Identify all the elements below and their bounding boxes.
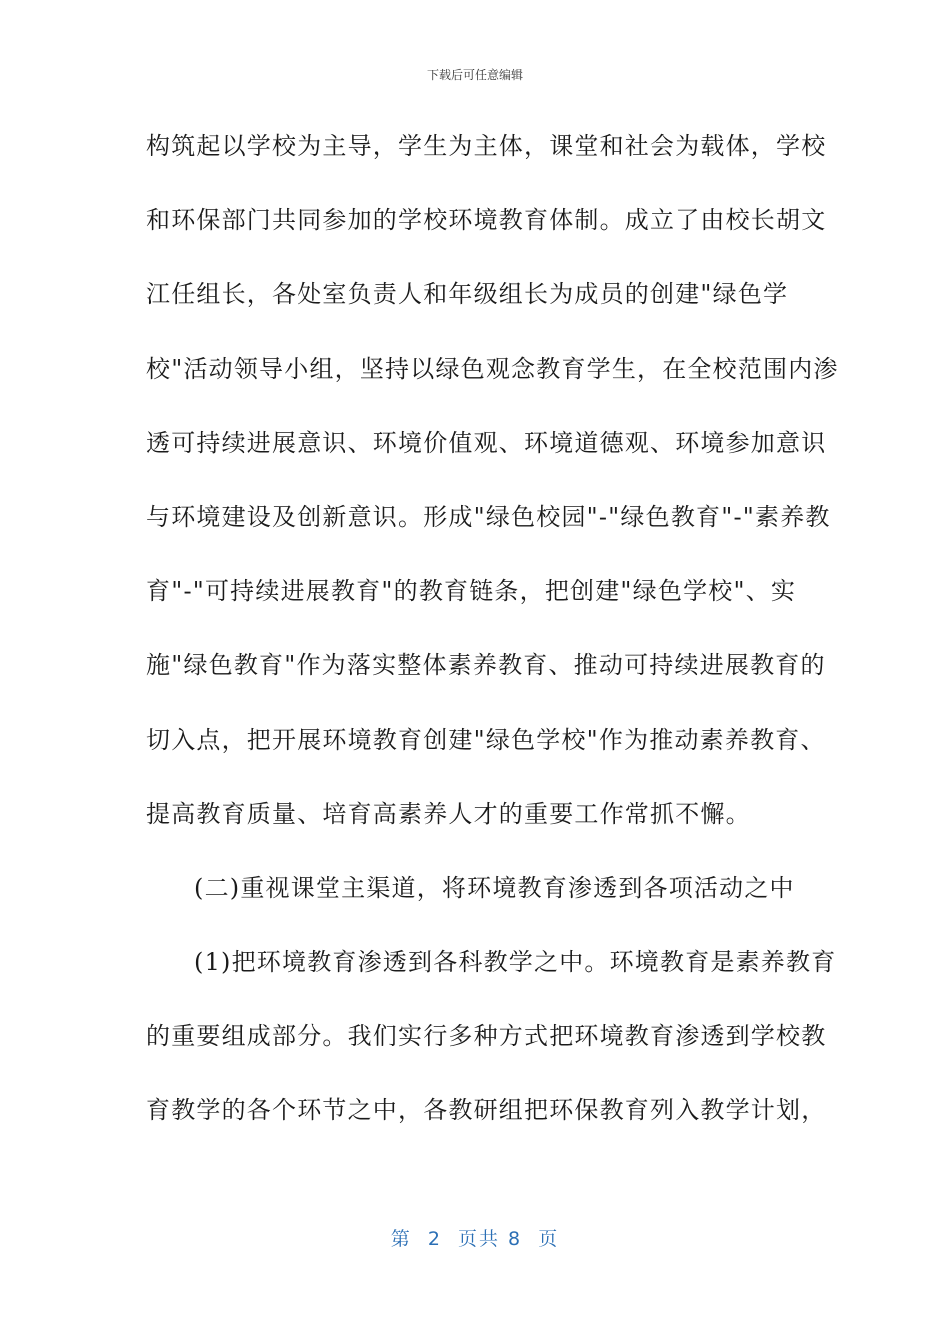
text-line: 育"-"可持续进展教育"的教育链条，把创建"绿色学校"、实 xyxy=(146,577,797,606)
text-line: 江任组长，各处室负责人和年级组长为成员的创建"绿色学 xyxy=(146,280,789,309)
text-line: 施"绿色教育"作为落实整体素养教育、推动可持续进展教育的 xyxy=(146,651,826,680)
section-heading: (二)重视课堂主渠道，将环境教育渗透到各项活动之中 xyxy=(194,873,795,902)
page-number-label: 第 2 页共 8 页 xyxy=(390,1228,560,1250)
text-line: 构筑起以学校为主导，学生为主体，课堂和社会为载体，学校 xyxy=(146,132,827,160)
text-line: 透可持续进展意识、环境价值观、环境道德观、环境参加意识 xyxy=(146,428,827,457)
page-number-footer xyxy=(0,1224,950,1251)
text-line: 切入点，把开展环境教育创建"绿色学校"作为推动素养教育、 xyxy=(146,725,826,754)
text-line: 的重要组成部分。我们实行多种方式把环境教育渗透到学校教 xyxy=(146,1022,827,1051)
page-header-note: 下载后可任意编辑 xyxy=(426,68,523,82)
text-line: 育教学的各个环节之中，各教研组把环保教育列入教学计划， xyxy=(146,1096,827,1125)
text-line: (1)把环境教育渗透到各科教学之中。环境教育是素养教育 xyxy=(194,948,837,977)
text-line: 提高教育质量、培育高素养人才的重要工作常抓不懈。 xyxy=(146,799,751,828)
text-line: 与环境建设及创新意识。形成"绿色校园"-"绿色教育"-"素养教 xyxy=(146,502,831,531)
document-body xyxy=(146,118,839,1157)
text-line: 和环保部门共同参加的学校环境教育体制。成立了由校长胡文 xyxy=(146,206,827,235)
text-line: 校"活动领导小组，坚持以绿色观念教育学生，在全校范围内渗 xyxy=(146,354,839,383)
